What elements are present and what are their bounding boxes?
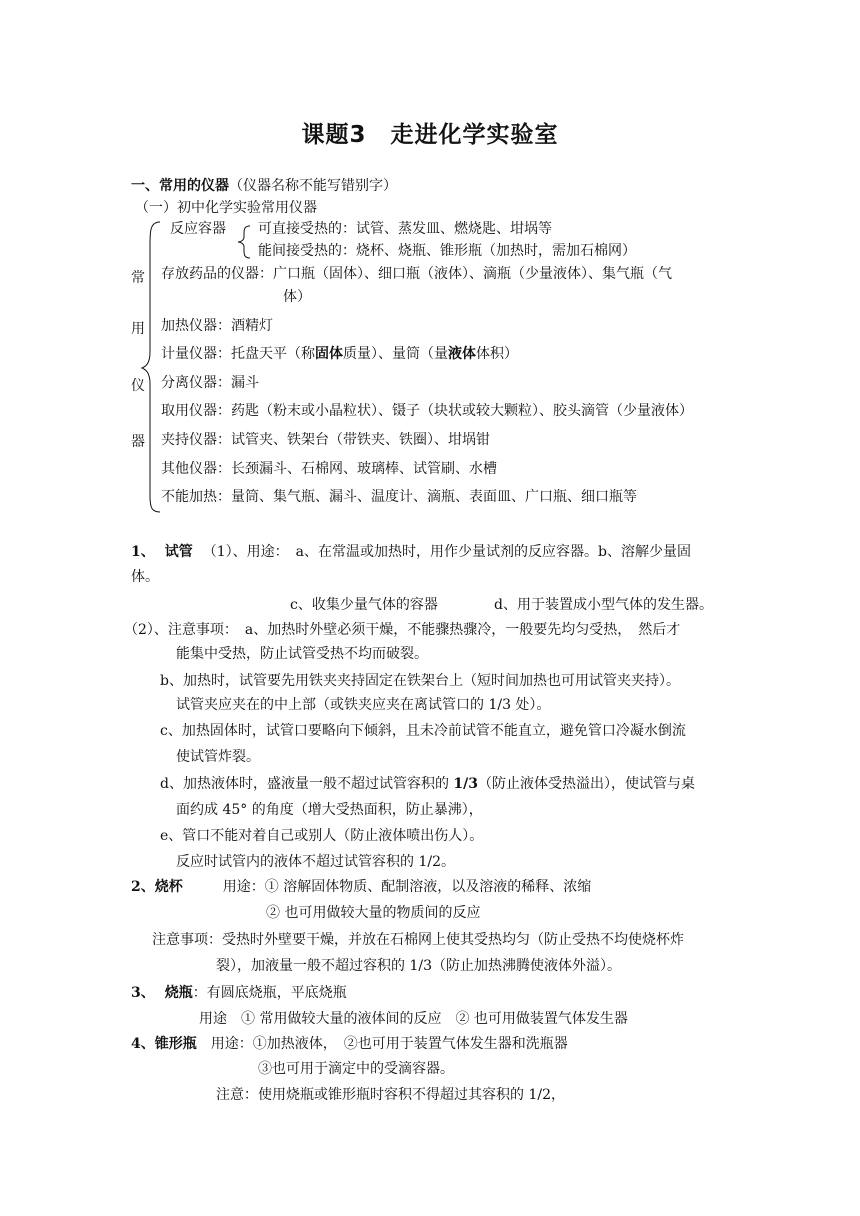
item2-use-line-2: ② 也可用做较大量的物质间的反应: [266, 905, 481, 921]
item4-name: 锥形瓶: [154, 1036, 197, 1052]
item1-caution-b-1: b、加热时，试管要先用铁夹夹持固定在铁架台上（短时间加热也可用试管夹夹持）。: [160, 673, 680, 689]
item2-name: 烧杯: [154, 879, 183, 895]
item2-number: 2、: [131, 879, 155, 895]
reaction-direct-heat: 可直接受热的：试管、蒸发皿、燃烧匙、坩埚等: [258, 221, 552, 237]
measure-part: 体积）: [476, 346, 518, 362]
clamping-instruments: 夹持仪器：试管夹、铁架台（带铁夹、铁圈）、坩埚钳: [161, 432, 490, 448]
item1-use-line-1: [131, 544, 691, 561]
item4-use-text: 用途：①加热液体， ②也可用于装置气体发生器和洗瓶器: [210, 1036, 568, 1052]
item1-use-text: （1）、用途： a、在常温或加热时，用作少量试剂的反应容器。b、溶解少量固: [202, 544, 691, 560]
item1-caution-f: 反应时试管内的液体不超过试管容积的 1/2。: [176, 854, 455, 870]
item4-use-line-1: [131, 1036, 568, 1053]
heating-instruments: 加热仪器：酒精灯: [161, 318, 273, 334]
item3-number: 3、: [131, 985, 155, 1001]
item1-caution-c-1: c、加热固体时，试管口要略向下倾斜，且未冷前试管不能直立，避免管口冷凝水倒流: [160, 723, 686, 739]
item1-caution-b-2: 试管夹应夹在的中上部（或铁夹应夹在离试管口的 1/3 处）。: [176, 697, 551, 713]
small-brace: [238, 226, 250, 258]
item1-caution-line-1: （2）、注意事项： a、加热时外壁必须干燥，不能骤热骤冷，一般要先均匀受热， 然后才: [124, 622, 681, 638]
item2-caution-line-1: 注意事项：受热时外壁要干燥，并放在石棉网上使其受热均匀（防止受热不均使烧杯炸: [152, 932, 684, 948]
item1-use-d: d、用于装置成小型气体的发生器。: [494, 597, 713, 613]
item4-use-line-2: ③也可用于滴定中的受滴容器。: [258, 1061, 454, 1077]
subsection-heading: （一）初中化学实验常用仪器: [135, 200, 317, 216]
section-heading-text: 一、常用的仪器: [131, 178, 229, 194]
storage-line-2: 体）: [283, 289, 311, 305]
measure-part: 计量仪器：托盘天平（称: [161, 346, 315, 362]
item1-number: 1、: [131, 544, 155, 560]
item3-name: 烧瓶: [164, 985, 193, 1001]
item1-caution-d-2: 面约成 45° 的角度（增大受热面积，防止暴沸），: [176, 802, 483, 818]
item2-caution-line-2: 裂），加液量一般不超过容积的 1/3（防止加热沸腾使液体外溢）。: [216, 958, 621, 974]
non-heatable-instruments: 不能加热：量筒、集气瓶、漏斗、温度计、滴瓶、表面皿、广口瓶、细口瓶等: [161, 489, 637, 505]
item1-caution-c-2: 使试管炸裂。: [176, 749, 260, 765]
vertical-label-char: 仪: [131, 378, 145, 394]
item1-d-ratio: 1/3: [453, 776, 479, 792]
vertical-label-char: 常: [131, 270, 145, 286]
vertical-label-char: 用: [131, 321, 145, 337]
separating-instruments: 分离仪器：漏斗: [161, 375, 259, 391]
reaction-container-label: 反应容器: [170, 221, 226, 237]
item2-use-text: 用途：① 溶解固体物质、配制溶液，以及溶液的稀释、浓缩: [222, 879, 592, 895]
large-brace: [142, 222, 160, 512]
item1-use-line-2: 体。: [131, 569, 159, 585]
measure-liquid: 液体: [448, 346, 476, 362]
taking-instruments: 取用仪器：药匙（粉末或小晶粒状）、镊子（块状或较大颗粒）、胶头滴管（少量液体）: [161, 403, 693, 419]
measure-part: 质量）、量筒（量: [343, 346, 448, 362]
item3-use: 用途 ① 常用做较大量的液体间的反应 ② 也可用做装置气体发生器: [199, 1011, 628, 1027]
section-heading-note: （仪器名称不能写错别字）: [229, 178, 397, 194]
item3-desc: ：有圆底烧瓶，平底烧瓶: [192, 985, 347, 1001]
item1-d-part: d、加热液体时，盛液量一般不超过试管容积的: [160, 776, 454, 792]
measure-solid: 固体: [315, 346, 343, 362]
item4-number: 4、: [131, 1036, 155, 1052]
reaction-indirect-heat: 能间接受热的：烧杯、烧瓶、锥形瓶（加热时，需加石棉网）: [258, 243, 636, 259]
item1-caution-d-1: [160, 776, 695, 793]
item1-caution-line-2: 能集中受热，防止试管受热不均而破裂。: [176, 646, 428, 662]
storage-line-1: 存放药品的仪器：广口瓶（固体）、细口瓶（液体）、滴瓶（少量液体）、集气瓶（气: [161, 266, 672, 282]
item3-line: [131, 985, 347, 1002]
vertical-label-char: 器: [131, 434, 145, 450]
item1-caution-e: e、管口不能对着自己或别人（防止液体喷出伤人）。: [160, 828, 484, 844]
item1-name: 试管: [164, 544, 193, 560]
item2-use-line-1: [131, 879, 591, 896]
item1-use-c: c、收集少量气体的容器: [290, 597, 438, 613]
measuring-instruments: [161, 346, 518, 363]
page-title: 课题3 走进化学实验室: [301, 122, 559, 148]
other-instruments: 其他仪器：长颈漏斗、石棉网、玻璃棒、试管刷、水槽: [161, 461, 497, 477]
item1-d-part: （防止液体受热溢出），使试管与桌: [478, 776, 696, 792]
item4-note: 注意：使用烧瓶或锥形瓶时容积不得超过其容积的 1/2，: [216, 1087, 565, 1103]
